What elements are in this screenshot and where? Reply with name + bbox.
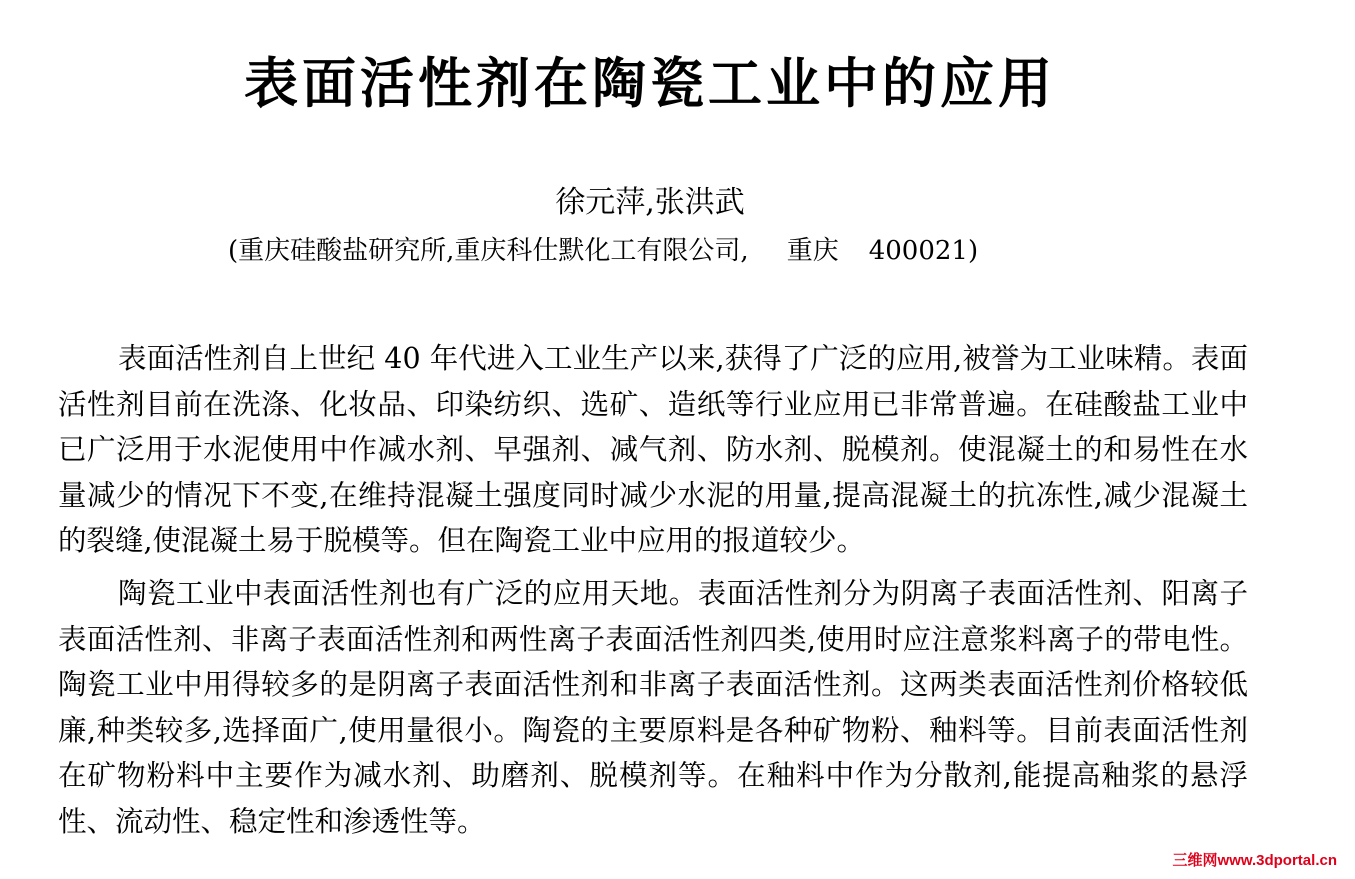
author-list: 徐元萍,张洪武 xyxy=(555,185,745,220)
affiliation-city: 重庆 xyxy=(786,236,839,266)
body-text xyxy=(58,336,1248,852)
affiliation-close-paren: ) xyxy=(967,236,979,266)
affiliation-postcode: 400021 xyxy=(868,236,968,266)
paragraph-1: 表面活性剂自上世纪 40 年代进入工业生产以来,获得了广泛的应用,被誉为工业味精。表面活性剂目前在洗涤、化妆品、印染纺织、选矿、造纸等行业应用已非常普遍。在硅酸盐工业中已广泛用于水泥使用中作减水剂、早强剂、减气剂、防水剂、脱模剂。使混凝土的和易性在水量减少的情况下不变,在维持混凝土强度同时减少水泥的用量,提高混凝土的抗冻性,减少混凝土的裂缝,使混凝土易于脱模等。但在陶瓷工业中应用的报道较少。 xyxy=(58,342,1248,558)
affiliation-org: 重庆硅酸盐研究所,重庆科仕默化工有限公司, xyxy=(238,236,749,266)
affiliation-open-paren: ( xyxy=(228,236,239,266)
paper-title: 表面活性剂在陶瓷工业中的应用 xyxy=(244,52,1056,115)
paragraph-2: 陶瓷工业中表面活性剂也有广泛的应用天地。表面活性剂分为阴离子表面活性剂、阳离子表面活性剂、非离子表面活性剂和两性离子表面活性剂四类,使用时应注意浆料离子的带电性。陶瓷工业中用得较多的是阴离子表面活性剂和非离子表面活性剂。这两类表面活性剂价格较低廉,种类较多,选择面广,使用量很小。陶瓷的主要原料是各种矿物粉、釉料等。目前表面活性剂在矿物粉料中主要作为减水剂、助磨剂、脱模剂等。在釉料中作为分散剂,能提高釉浆的悬浮性、流动性、稳定性和渗透性等。 xyxy=(58,576,1248,838)
affiliation xyxy=(228,233,978,269)
site-watermark: 三维网www.3dportal.cn xyxy=(1172,852,1337,869)
